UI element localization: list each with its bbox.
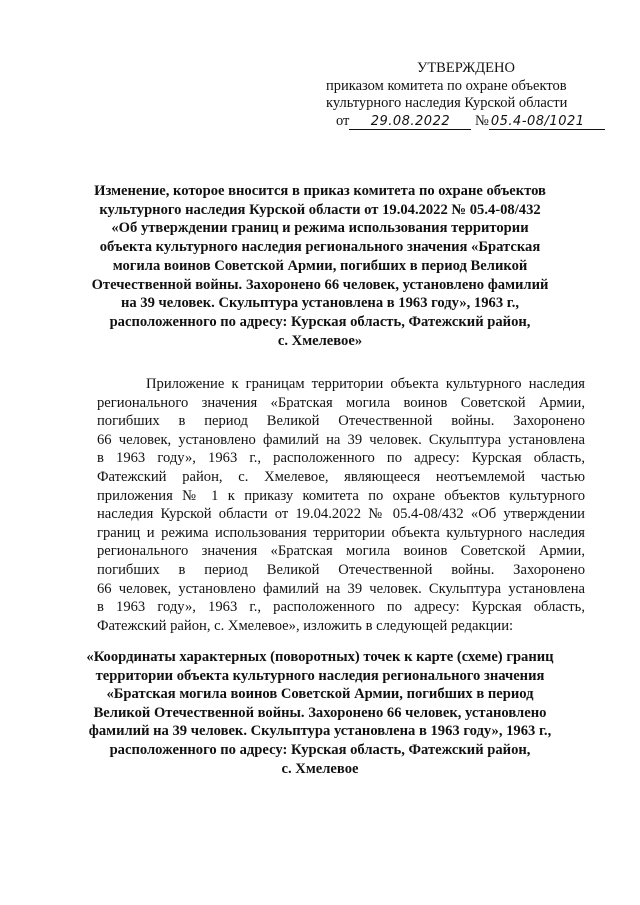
title-line: культурного наследия Курской области от 19.04.2022 № 05.4-08/432: [99, 201, 541, 218]
title-line: расположенного по адресу: Курская область, Фатежский район,: [109, 313, 531, 330]
title-line: Отечественной войны. Захоронено 66 человек, установлено фамилий: [91, 276, 549, 293]
approval-line-1: приказом комитета по охране объектов: [326, 77, 567, 94]
body-paragraph: [97, 375, 585, 635]
body-line: границ и режима использования территории объекта культурного наследия: [97, 524, 585, 541]
title-line: Изменение, которое вносится в приказ комитета по охране объектов: [94, 183, 546, 199]
title-line: могила воинов Советской Армии, погибших в период Великой: [112, 257, 528, 274]
body-line: приложения № 1 к приказу комитета по охране объектов культурного: [97, 487, 585, 504]
body-line: в 1963 году», 1963 г., расположенного по адресу: Курская область,: [97, 599, 585, 616]
title-line: с. Хмелевое»: [277, 332, 363, 349]
document-title: [60, 182, 580, 350]
handwritten-date: 29.08.2022: [349, 114, 471, 130]
approval-date-number-row: [336, 113, 596, 131]
approval-title: УТВЕРЖДЕНО: [417, 60, 515, 76]
coordinates-section-title: [60, 648, 580, 778]
title-line: на 39 человек. Скульптура установлена в 1963 году», 1963 г.,: [120, 295, 520, 312]
number-prefix: №: [475, 112, 489, 129]
body-line: Фатежский район, с. Хмелевое, являющееся неотъемлемой частью: [97, 468, 585, 485]
coord-title-line: «Координаты характерных (поворотных) точек к карте (схеме) границ: [86, 649, 554, 665]
body-line: регионального значения «Братская могила воинов Советской Армии,: [97, 543, 585, 560]
body-line: регионального значения «Братская могила воинов Советской Армии,: [97, 394, 585, 411]
handwritten-number: 05.4-08/1021: [489, 114, 605, 130]
title-line: объекта культурного наследия регионального значения «Братская: [99, 239, 541, 256]
date-prefix: от: [336, 112, 350, 129]
coord-title-line: фамилий на 39 человек. Скульптура установлена в 1963 году», 1963 г.,: [88, 723, 552, 740]
body-line: наследия Курской области от 19.04.2022 № 05.4-08/432 «Об утверждении: [97, 506, 585, 523]
approval-stamp-block: [326, 60, 596, 130]
coord-title-line: «Братская могила воинов Советской Армии, погибших в период: [106, 686, 534, 703]
body-line: Фатежский район, с. Хмелевое», изложить в следующей редакции:: [97, 617, 514, 634]
body-line: Приложение к границам территории объекта культурного наследия: [146, 376, 585, 392]
body-line: погибших в период Великой Отечественной войны. Захоронено: [97, 561, 585, 578]
body-line: 66 человек, установлено фамилий на 39 человек. Скульптура установлена: [97, 580, 585, 597]
body-line: в 1963 году», 1963 г., расположенного по адресу: Курская область,: [97, 450, 585, 467]
coord-title-line: расположенного по адресу: Курская область, Фатежский район,: [109, 741, 531, 758]
coord-title-line: Великой Отечественной войны. Захоронено 66 человек, установлено: [93, 704, 547, 721]
body-line: 66 человек, установлено фамилий на 39 человек. Скульптура установлена: [97, 431, 585, 448]
approval-line-2: культурного наследия Курской области: [326, 95, 568, 111]
body-line: погибших в период Великой Отечественной войны. Захоронено: [97, 413, 585, 430]
coord-title-line: территории объекта культурного наследия регионального значения: [95, 667, 545, 684]
title-line: «Об утверждении границ и режима использования территории: [111, 220, 529, 237]
coord-title-line: с. Хмелевое: [281, 760, 359, 777]
